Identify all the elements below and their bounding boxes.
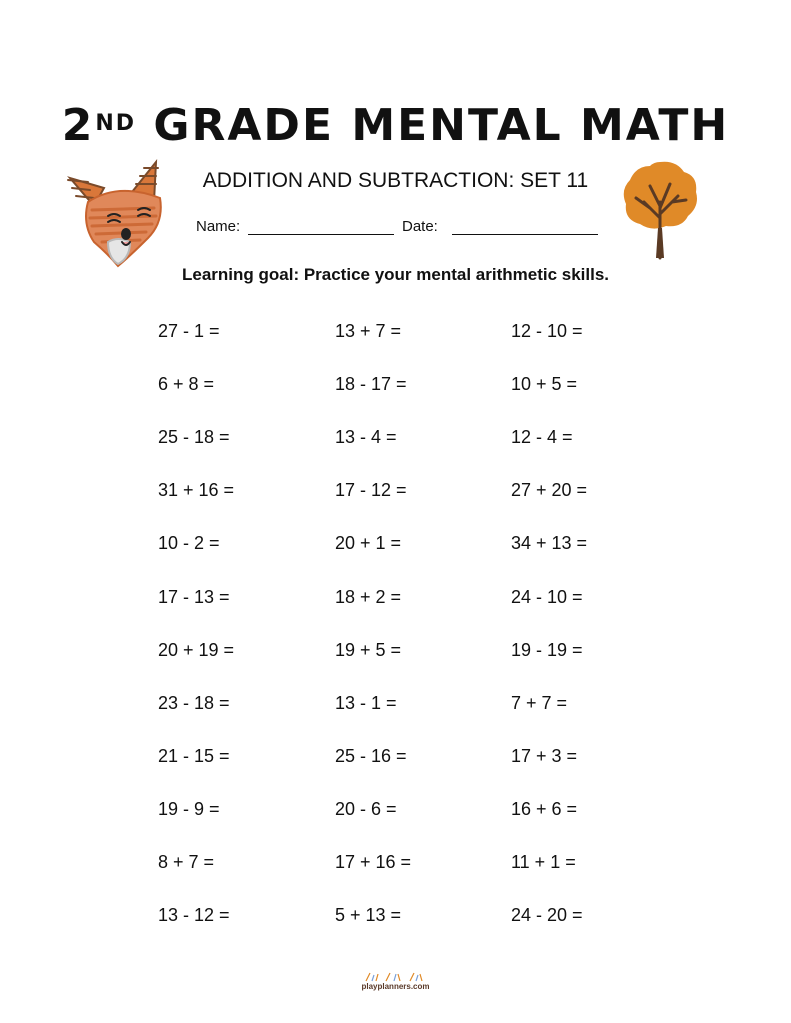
math-problem: 5 + 13 = bbox=[335, 905, 402, 926]
math-problem: 18 + 2 = bbox=[335, 586, 402, 607]
math-problem: 20 + 1 = bbox=[335, 533, 402, 554]
sparkle-icon bbox=[356, 972, 436, 982]
title-text: GRADE MENTAL MATH bbox=[153, 100, 730, 151]
math-problem: 24 - 10 = bbox=[511, 586, 583, 607]
title-number: 2 bbox=[61, 100, 95, 151]
name-label: Name: bbox=[196, 218, 241, 235]
math-problem: 31 + 16 = bbox=[158, 480, 235, 501]
math-problem: 20 + 19 = bbox=[158, 639, 235, 660]
brand-text: playplanners.com bbox=[361, 982, 430, 991]
math-problem: 8 + 7 = bbox=[158, 852, 215, 872]
math-problem: 19 - 19 = bbox=[511, 639, 583, 660]
math-problem: 25 - 16 = bbox=[335, 745, 407, 766]
math-problem: 10 + 5 = bbox=[511, 374, 578, 395]
math-problem: 19 + 5 = bbox=[335, 639, 402, 660]
page-subtitle: ADDITION AND SUBTRACTION: SET 11 bbox=[202, 169, 589, 192]
footer-brand bbox=[0, 972, 791, 991]
math-problem: 23 - 18 = bbox=[158, 692, 230, 713]
math-problem: 6 + 8 = bbox=[158, 374, 215, 395]
math-problem: 24 - 20 = bbox=[511, 905, 583, 926]
math-problem: 27 + 20 = bbox=[511, 480, 588, 501]
math-problem: 20 - 6 = bbox=[335, 798, 397, 819]
math-problem: 18 - 17 = bbox=[335, 374, 407, 395]
math-problem: 11 + 1 = bbox=[511, 852, 576, 872]
math-problem: 17 - 12 = bbox=[335, 480, 407, 501]
math-problem: 16 + 6 = bbox=[511, 798, 578, 819]
date-label: Date: bbox=[402, 218, 438, 235]
math-problem: 13 - 1 = bbox=[335, 692, 397, 713]
math-problem: 13 - 4 = bbox=[335, 427, 397, 448]
math-problem: 12 - 4 = bbox=[511, 427, 573, 448]
math-problem: 17 - 13 = bbox=[158, 586, 230, 607]
math-problem: 34 + 13 = bbox=[511, 533, 588, 554]
title-superscript: ND bbox=[95, 111, 137, 136]
math-problem: 17 + 3 = bbox=[511, 745, 578, 766]
math-problem: 7 + 7 = bbox=[511, 692, 568, 713]
learning-goal: Learning goal: Practice your mental arithmetic skills. bbox=[181, 265, 610, 284]
math-problem: 19 - 9 = bbox=[158, 798, 220, 819]
math-problem: 27 - 1 = bbox=[158, 321, 220, 341]
math-problem: 12 - 10 = bbox=[511, 321, 583, 341]
math-problem: 13 + 7 = bbox=[335, 321, 402, 341]
math-problem: 13 - 12 = bbox=[158, 905, 230, 926]
math-problem: 17 + 16 = bbox=[335, 852, 412, 872]
math-problem: 25 - 18 = bbox=[158, 427, 230, 448]
math-problem: 21 - 15 = bbox=[158, 745, 230, 766]
math-problem: 10 - 2 = bbox=[158, 533, 220, 554]
